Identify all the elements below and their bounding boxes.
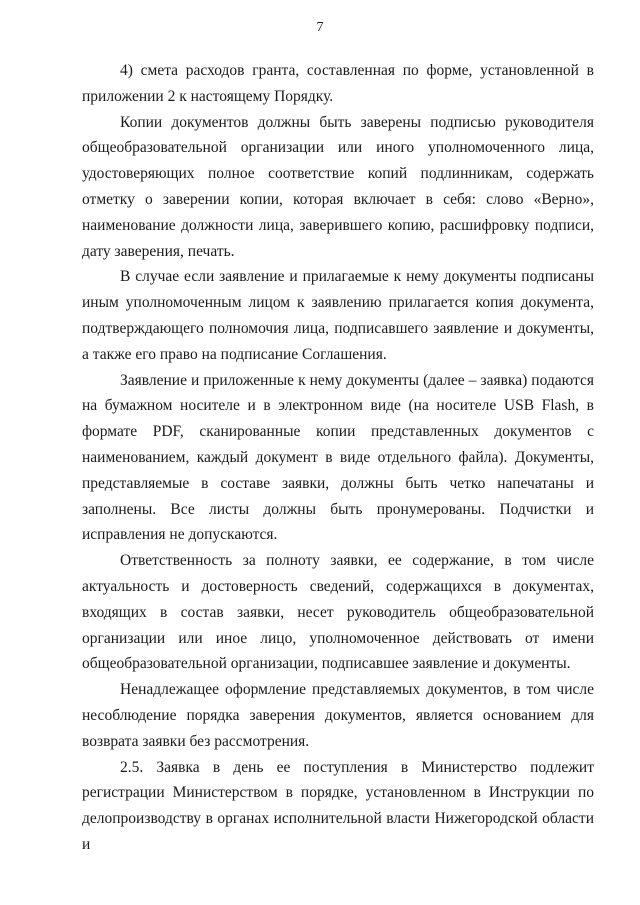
paragraph-item-4-budget: 4) смета расходов гранта, составленная по форме, установленной в приложении 2 к настоящему Порядку. <box>82 62 594 105</box>
paragraph-authorized-person: В случае если заявление и прилагаемые к нему документы подписаны иным уполномоченным лицом к заявлению прилагается копия документа, подтверждающего полномочия лица, подписавшего заявление и документы, а также его право на подписание Соглашения. <box>82 268 594 363</box>
paragraph-application-format: Заявление и приложенные к нему документы (далее – заявка) подаются на бумажном носителе и в электронном виде (на носителе USB Flash, в формате PDF, сканированные копии представленных документов с наименованием, каждый документ в виде отдельного файла). Документы, представляемые в составе заявки, должны быть четко напечатаны и заполнены. Все листы должны быть пронумерованы. Подчистки и исправления не допускаются. <box>82 371 594 544</box>
paragraph-responsibility: Ответственность за полноту заявки, ее содержание, в том числе актуальность и достоверность сведений, содержащихся в документах, входящих в состав заявки, несет руководитель общеобразовательной организации или иное лицо, уполномоченное действовать от имени общеобразовательной организации, подписавшее заявление и документы. <box>82 552 594 673</box>
paragraph-copy-certification: Копии документов должны быть заверены подписью руководителя общеобразовательной организации или иного уполномоченного лица, удостоверяющих полное соответствие копий подлинникам, содержать отметку о заверении копии, которая включает в себя: слово «Верно», наименование должности лица, заверившего копию, расшифровку подписи, дату заверения, печать. <box>82 113 594 260</box>
page-number: 7 <box>316 20 324 35</box>
paragraph-improper-formatting: Ненадлежащее оформление представляемых документов, в том числе несоблюдение порядка заверения документов, является основанием для возврата заявки без рассмотрения. <box>82 681 594 750</box>
document-body <box>82 58 594 858</box>
paragraph-registration-2-5: 2.5. Заявка в день ее поступления в Министерство подлежит регистрации Министерством в порядке, установленном в Инструкции по делопроизводству в органах исполнительной власти Нижегородской области и <box>82 758 594 853</box>
